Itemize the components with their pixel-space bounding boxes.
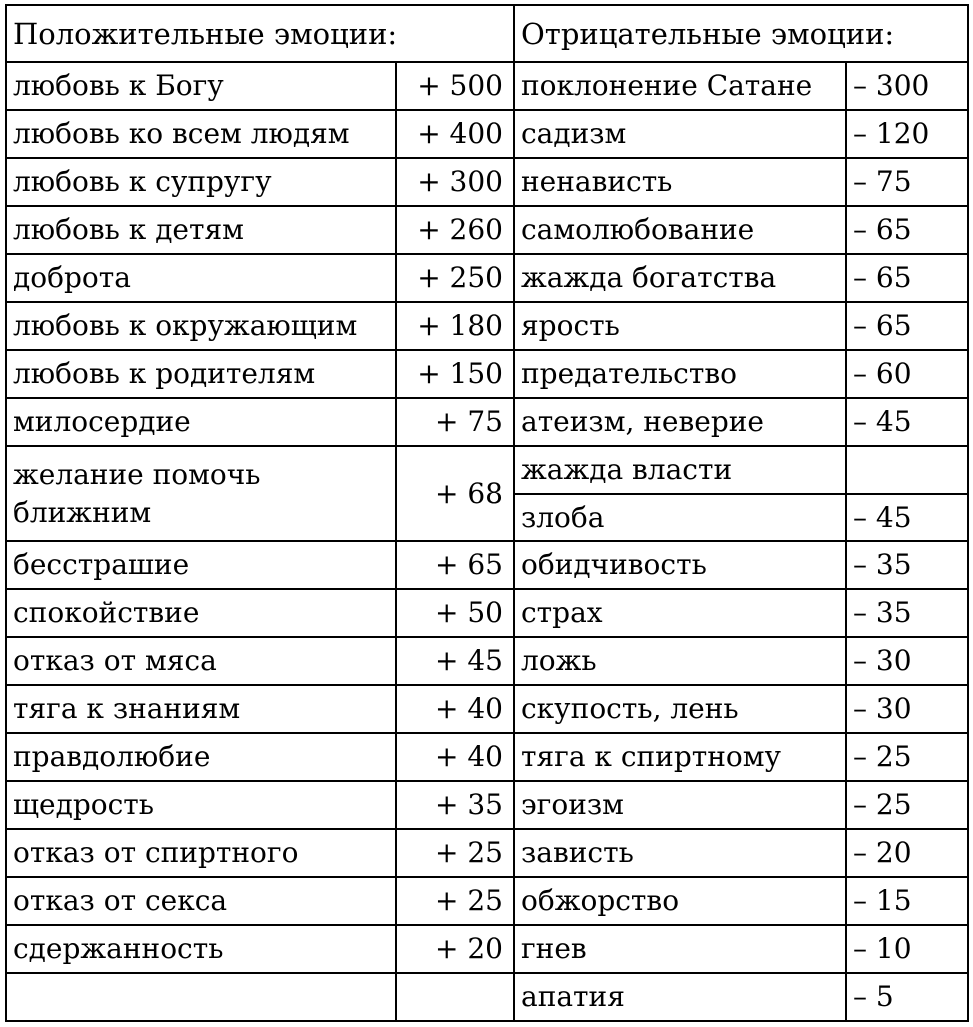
positive-emotion: любовь к Богу xyxy=(6,62,396,110)
negative-value: – 45 xyxy=(846,494,968,542)
positive-value: + 500 xyxy=(396,62,514,110)
negative-value: – 45 xyxy=(846,398,968,446)
negative-value: – 10 xyxy=(846,925,968,973)
table-row xyxy=(6,877,968,925)
negative-emotion: жажда власти xyxy=(514,446,846,494)
table-row xyxy=(6,254,968,302)
negative-value: – 65 xyxy=(846,302,968,350)
positive-emotion: отказ от спиртного xyxy=(6,829,396,877)
table-row xyxy=(6,206,968,254)
negative-value: – 5 xyxy=(846,973,968,1021)
positive-emotion: спокойствие xyxy=(6,589,396,637)
positive-emotion: любовь ко всем людям xyxy=(6,110,396,158)
table-row xyxy=(6,973,968,1021)
negative-value: – 30 xyxy=(846,637,968,685)
positive-value: + 150 xyxy=(396,350,514,398)
table-row xyxy=(6,110,968,158)
table-row xyxy=(6,637,968,685)
negative-value: – 75 xyxy=(846,158,968,206)
negative-value: – 65 xyxy=(846,254,968,302)
positive-emotion: щедрость xyxy=(6,781,396,829)
table-row xyxy=(6,541,968,589)
positive-emotion: желание помочь ближним xyxy=(6,446,396,542)
positive-emotion: доброта xyxy=(6,254,396,302)
negative-emotion: скупость, лень xyxy=(514,685,846,733)
positive-value: + 25 xyxy=(396,829,514,877)
table-row xyxy=(6,781,968,829)
negative-value: – 300 xyxy=(846,62,968,110)
negative-emotion: гнев xyxy=(514,925,846,973)
header-row xyxy=(6,5,968,62)
table-row xyxy=(6,685,968,733)
negative-value xyxy=(846,446,968,494)
negative-emotion: эгоизм xyxy=(514,781,846,829)
positive-header: Положительные эмоции: xyxy=(6,5,514,62)
negative-value: – 35 xyxy=(846,541,968,589)
negative-value: – 25 xyxy=(846,781,968,829)
table-row xyxy=(6,398,968,446)
negative-value: – 60 xyxy=(846,350,968,398)
positive-value: + 35 xyxy=(396,781,514,829)
positive-value: + 68 xyxy=(396,446,514,542)
negative-emotion: жажда богатства xyxy=(514,254,846,302)
negative-emotion: ложь xyxy=(514,637,846,685)
positive-value: + 300 xyxy=(396,158,514,206)
negative-emotion: атеизм, неверие xyxy=(514,398,846,446)
negative-emotion: обидчивость xyxy=(514,541,846,589)
table-row xyxy=(6,589,968,637)
positive-emotion: любовь к детям xyxy=(6,206,396,254)
table-row xyxy=(6,350,968,398)
positive-emotion: отказ от секса xyxy=(6,877,396,925)
table-row xyxy=(6,733,968,781)
negative-header: Отрицательные эмоции: xyxy=(514,5,968,62)
positive-value: + 250 xyxy=(396,254,514,302)
negative-emotion: самолюбование xyxy=(514,206,846,254)
negative-emotion: ненависть xyxy=(514,158,846,206)
negative-value: – 65 xyxy=(846,206,968,254)
negative-emotion: предательство xyxy=(514,350,846,398)
negative-emotion: ярость xyxy=(514,302,846,350)
negative-value: – 25 xyxy=(846,733,968,781)
negative-value: – 30 xyxy=(846,685,968,733)
emotions-table xyxy=(5,4,969,1022)
empty-cell xyxy=(396,973,514,1021)
positive-value: + 65 xyxy=(396,541,514,589)
negative-emotion: зависть xyxy=(514,829,846,877)
negative-emotion: тяга к спиртному xyxy=(514,733,846,781)
positive-emotion: любовь к родителям xyxy=(6,350,396,398)
positive-emotion: любовь к окружающим xyxy=(6,302,396,350)
positive-value: + 75 xyxy=(396,398,514,446)
table-row xyxy=(6,158,968,206)
positive-emotion: любовь к супругу xyxy=(6,158,396,206)
empty-cell xyxy=(6,973,396,1021)
positive-value: + 25 xyxy=(396,877,514,925)
negative-value: – 15 xyxy=(846,877,968,925)
negative-emotion: страх xyxy=(514,589,846,637)
positive-value: + 40 xyxy=(396,733,514,781)
table-row xyxy=(6,446,968,494)
negative-value: – 120 xyxy=(846,110,968,158)
positive-value: + 20 xyxy=(396,925,514,973)
positive-value: + 50 xyxy=(396,589,514,637)
positive-value: + 40 xyxy=(396,685,514,733)
negative-value: – 20 xyxy=(846,829,968,877)
positive-emotion: отказ от мяса xyxy=(6,637,396,685)
positive-emotion: милосердие xyxy=(6,398,396,446)
positive-value: + 180 xyxy=(396,302,514,350)
negative-emotion: садизм xyxy=(514,110,846,158)
positive-value: + 45 xyxy=(396,637,514,685)
positive-value: + 400 xyxy=(396,110,514,158)
negative-emotion: апатия xyxy=(514,973,846,1021)
positive-emotion: бесстрашие xyxy=(6,541,396,589)
table-row xyxy=(6,925,968,973)
table-row xyxy=(6,62,968,110)
table-row xyxy=(6,829,968,877)
negative-value: – 35 xyxy=(846,589,968,637)
positive-emotion: сдержанность xyxy=(6,925,396,973)
table-row xyxy=(6,302,968,350)
negative-emotion: поклонение Сатане xyxy=(514,62,846,110)
negative-emotion: злоба xyxy=(514,494,846,542)
positive-emotion: правдолюбие xyxy=(6,733,396,781)
negative-emotion: обжорство xyxy=(514,877,846,925)
positive-value: + 260 xyxy=(396,206,514,254)
positive-emotion: тяга к знаниям xyxy=(6,685,396,733)
